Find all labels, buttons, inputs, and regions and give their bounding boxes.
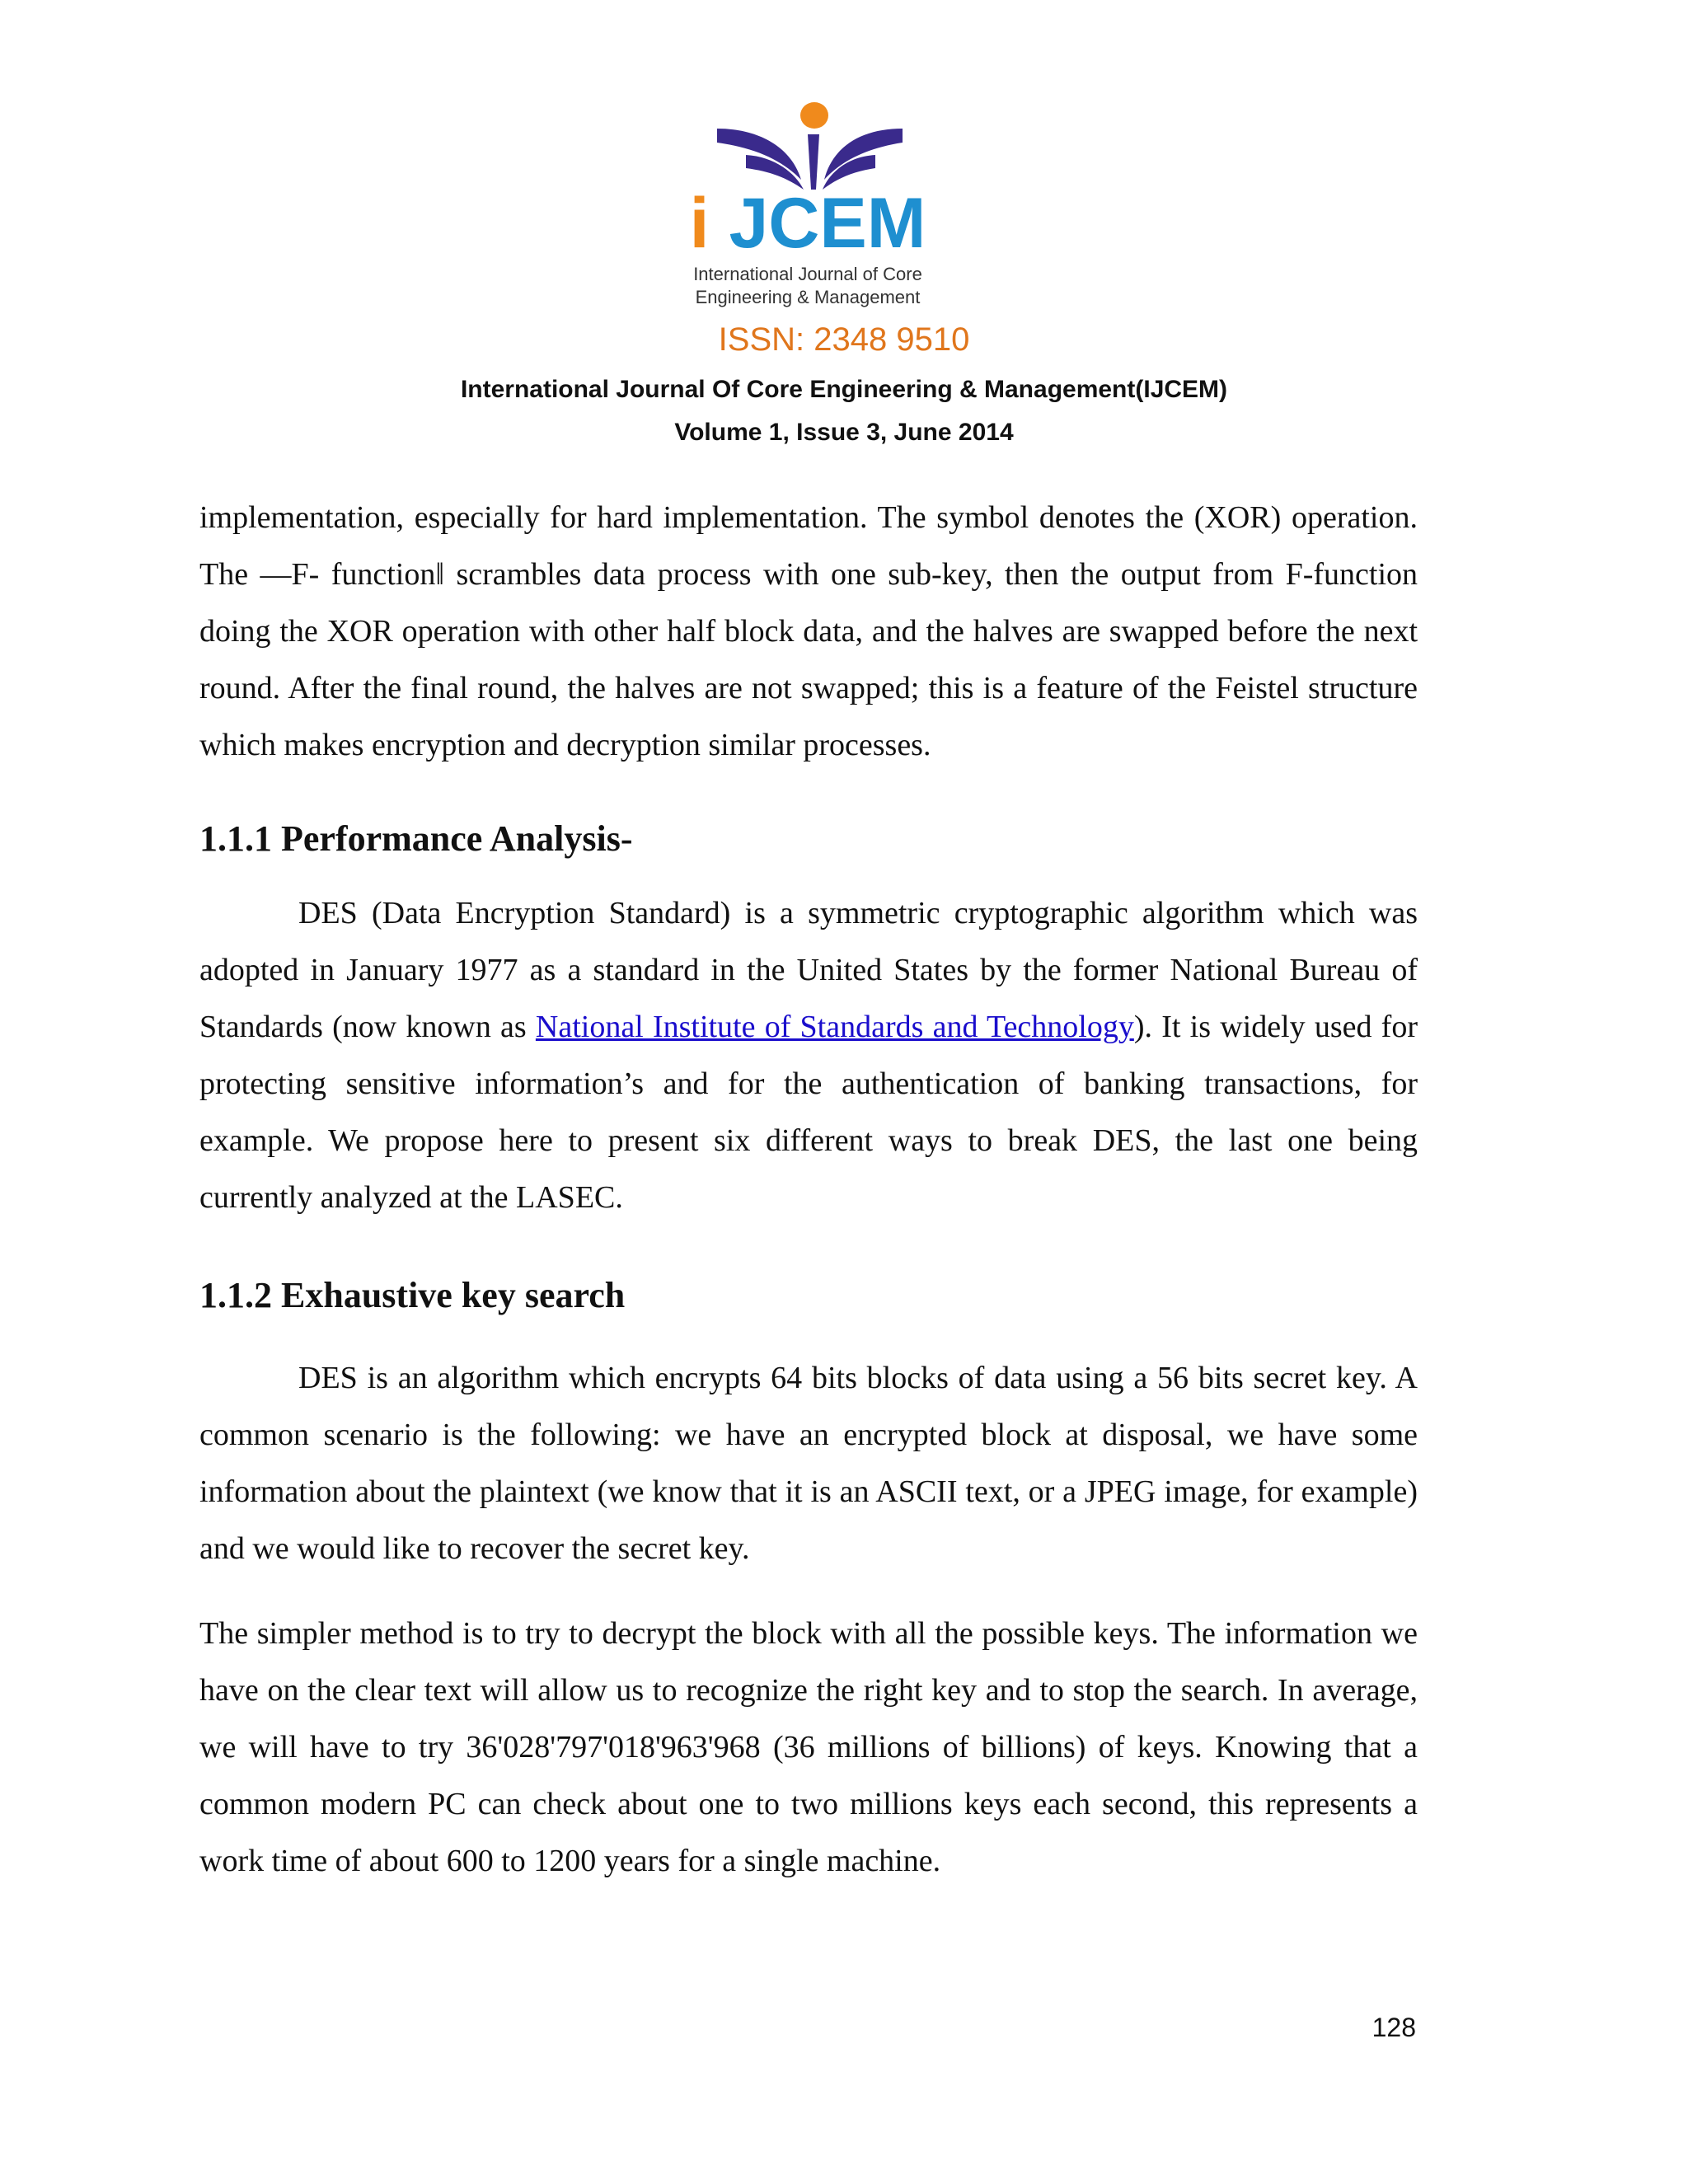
- exhaustive-paragraph-1: DES is an algorithm which encrypts 64 bits blocks of data using a 56 bits secret key. A common scenario is the following: we have an encrypted block at disposal, we have some information about the plaintext (we know that it is an ASCII text, or a JPEG image, for example) and we would like to recover the secret key.: [199, 1361, 1418, 1566]
- logo-stem-icon: [808, 134, 819, 190]
- ijcem-logo-graphic: [668, 97, 948, 320]
- intro-paragraph: implementation, especially for hard implementation. The symbol denotes the (XOR) operation. The ―F- function‖ scrambles data process with one sub-key, then the output from F-function doing the XOR operation with other half block data, and the halves are swapped before the next round. After the final round, the halves are not swapped; this is a feature of the Feistel structure which makes encryption and decryption similar processes.: [199, 500, 1418, 762]
- journal-title: International Journal Of Core Engineering & Management(IJCEM): [460, 376, 1228, 403]
- performance-text-before-link: DES (Data Encryption Standard) is a symmetric cryptographic algorithm which was adopted in January 1977 as a standard in the United States by the former National Bureau of Standards (now known as: [199, 896, 1418, 1044]
- exhaustive-paragraph-2: The simpler method is to try to decrypt the block with all the possible keys. The information we have on the clear text will allow us to recognize the right key and to stop the search. In average, we will have to try 36'028'797'018'963'968 (36 millions of billions) of keys. Knowing that a common modern PC can check about one to two millions keys each second, this represents a work time of about 600 to 1200 years for a single machine.: [199, 1616, 1418, 1878]
- section-heading-exhaustive: 1.1.2 Exhaustive key search: [199, 1275, 626, 1315]
- volume-issue: Volume 1, Issue 3, June 2014: [674, 419, 1014, 446]
- logo-line-2: Engineering & Management: [695, 287, 921, 307]
- logo-head-icon: [800, 102, 828, 129]
- logo-wordmark-rest: JCEM: [729, 184, 926, 263]
- section-heading-performance: 1.1.1 Performance Analysis-: [199, 818, 633, 859]
- logo-line-1: International Journal of Core: [693, 264, 922, 284]
- performance-paragraph: [199, 885, 1418, 1226]
- logo-wordmark: i JCEM: [689, 184, 926, 263]
- page-number: 128: [1372, 2013, 1416, 2042]
- performance-text-after-link: ). It is widely used for protecting sensitive information’s and for the authentication of banking transactions, for example. We propose here to present six different ways to break DES, the last one being currently analyzed at the LASEC.: [199, 1010, 1418, 1215]
- journal-logo: [668, 97, 948, 320]
- nist-link[interactable]: National Institute of Standards and Technology: [535, 1010, 1134, 1044]
- issn-label: ISSN: 2348 9510: [718, 321, 970, 358]
